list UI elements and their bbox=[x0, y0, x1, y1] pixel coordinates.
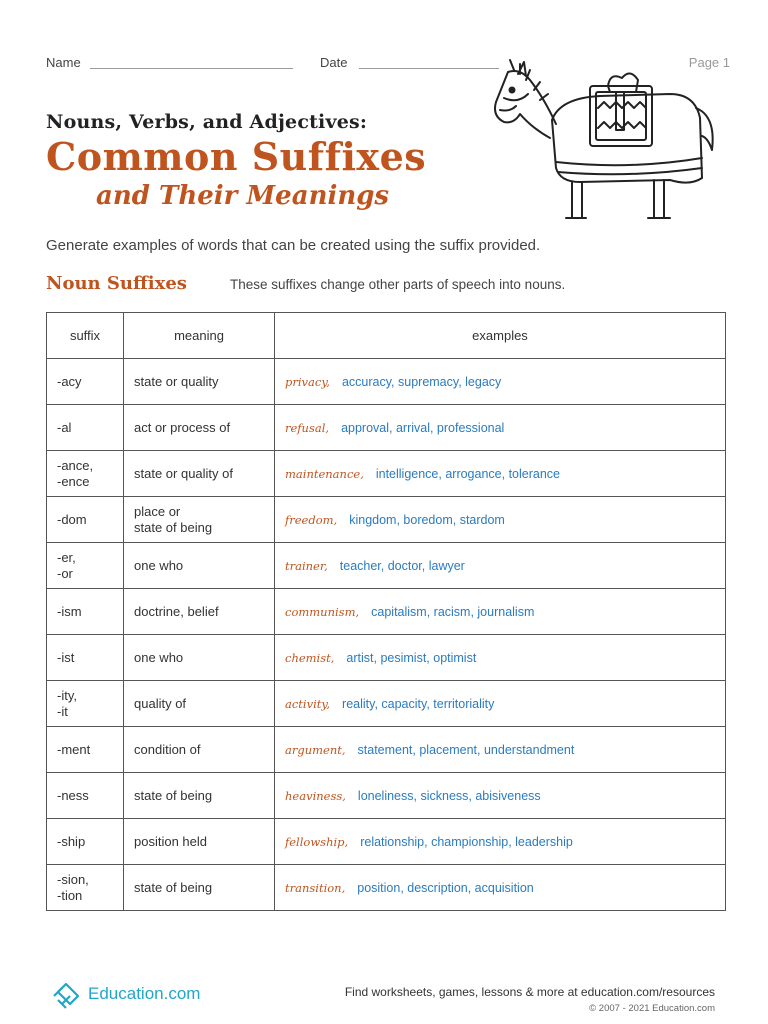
horse-illustration bbox=[490, 58, 720, 228]
example-word: transition, bbox=[285, 880, 346, 895]
instructions-text: Generate examples of words that can be created using the suffix provided. bbox=[46, 237, 541, 254]
example-word: fellowship, bbox=[285, 834, 349, 849]
meaning-cell: one who bbox=[124, 635, 275, 681]
examples-cell[interactable] bbox=[275, 773, 726, 819]
examples-cell[interactable] bbox=[275, 497, 726, 543]
suffix-cell: -dom bbox=[47, 497, 124, 543]
suffix-cell: -ance, -ence bbox=[47, 451, 124, 497]
example-word: heaviness, bbox=[285, 788, 346, 803]
meaning-cell: state of being bbox=[124, 773, 275, 819]
date-field[interactable] bbox=[359, 68, 499, 69]
answer-text: loneliness, sickness, abisiveness bbox=[357, 788, 541, 803]
suffix-cell: -sion, -tion bbox=[47, 865, 124, 911]
section-title: Noun Suffixes bbox=[46, 273, 187, 294]
meaning-cell: act or process of bbox=[124, 405, 275, 451]
suffix-table bbox=[46, 312, 726, 911]
example-word: activity, bbox=[285, 696, 331, 711]
example-word: communism, bbox=[285, 604, 360, 619]
date-label: Date bbox=[320, 55, 348, 70]
table-row bbox=[47, 359, 726, 405]
education-logo[interactable] bbox=[52, 978, 200, 1010]
suffix-cell: -al bbox=[47, 405, 124, 451]
example-word: refusal, bbox=[285, 420, 330, 435]
answer-text: accuracy, supremacy, legacy bbox=[341, 374, 502, 389]
suffix-cell: -ness bbox=[47, 773, 124, 819]
examples-cell[interactable] bbox=[275, 405, 726, 451]
logo-text: Education.com bbox=[88, 984, 201, 1003]
answer-text: position, description, acquisition bbox=[357, 880, 534, 895]
examples-cell[interactable] bbox=[275, 359, 726, 405]
answer-text: reality, capacity, territoriality bbox=[342, 696, 495, 711]
meaning-cell: state or quality of bbox=[124, 451, 275, 497]
page-number: Page 1 bbox=[688, 55, 730, 70]
meaning-cell: place or state of being bbox=[124, 497, 275, 543]
table-row bbox=[47, 543, 726, 589]
table-row bbox=[47, 589, 726, 635]
answer-text: approval, arrival, professional bbox=[341, 420, 505, 435]
meaning-cell: quality of bbox=[124, 681, 275, 727]
footer-resources-link[interactable]: Find worksheets, games, lessons & more at education.com/resources bbox=[344, 985, 715, 999]
table-row bbox=[47, 727, 726, 773]
header-meaning: meaning bbox=[124, 313, 275, 359]
suffix-cell: -acy bbox=[47, 359, 124, 405]
answer-text: teacher, doctor, lawyer bbox=[339, 558, 465, 573]
suffix-cell: -ity, -it bbox=[47, 681, 124, 727]
meaning-cell: condition of bbox=[124, 727, 275, 773]
example-word: argument, bbox=[285, 742, 346, 757]
meaning-cell: state of being bbox=[124, 865, 275, 911]
meaning-cell: state or quality bbox=[124, 359, 275, 405]
table-row bbox=[47, 497, 726, 543]
meaning-cell: doctrine, belief bbox=[124, 589, 275, 635]
example-word: freedom, bbox=[285, 512, 338, 527]
example-word: trainer, bbox=[285, 558, 328, 573]
page-title: Common Suffixes bbox=[46, 134, 427, 179]
suffix-cell: -ism bbox=[47, 589, 124, 635]
page-subtitle: and Their Meanings bbox=[96, 181, 390, 211]
answer-text: relationship, championship, leadership bbox=[360, 834, 573, 849]
answer-text: capitalism, racism, journalism bbox=[371, 604, 535, 619]
examples-cell[interactable] bbox=[275, 543, 726, 589]
section-description: These suffixes change other parts of speech into nouns. bbox=[230, 277, 566, 292]
example-word: privacy, bbox=[285, 374, 330, 389]
answer-text: kingdom, boredom, stardom bbox=[349, 512, 505, 527]
table-row bbox=[47, 681, 726, 727]
examples-cell[interactable] bbox=[275, 635, 726, 681]
table-row bbox=[47, 865, 726, 911]
name-field[interactable] bbox=[90, 68, 293, 69]
table-row bbox=[47, 405, 726, 451]
table-row bbox=[47, 819, 726, 865]
example-word: chemist, bbox=[285, 650, 335, 665]
table-header-row bbox=[47, 313, 726, 359]
meaning-cell: one who bbox=[124, 543, 275, 589]
suffix-cell: -ship bbox=[47, 819, 124, 865]
footer-copyright: © 2007 - 2021 Education.com bbox=[589, 1003, 715, 1014]
header-examples: examples bbox=[275, 313, 726, 359]
name-label: Name bbox=[46, 55, 81, 70]
header-suffix: suffix bbox=[47, 313, 124, 359]
meaning-cell: position held bbox=[124, 819, 275, 865]
answer-text: statement, placement, understandment bbox=[357, 742, 575, 757]
title-kicker: Nouns, Verbs, and Adjectives: bbox=[46, 111, 368, 133]
answer-text: artist, pesimist, optimist bbox=[346, 650, 477, 665]
answer-text: intelligence, arrogance, tolerance bbox=[375, 466, 560, 481]
suffix-cell: -ist bbox=[47, 635, 124, 681]
education-logo-icon bbox=[52, 978, 84, 1010]
examples-cell[interactable] bbox=[275, 681, 726, 727]
examples-cell[interactable] bbox=[275, 727, 726, 773]
table-row bbox=[47, 773, 726, 819]
examples-cell[interactable] bbox=[275, 865, 726, 911]
example-word: maintenance, bbox=[285, 466, 364, 481]
table-row bbox=[47, 635, 726, 681]
examples-cell[interactable] bbox=[275, 819, 726, 865]
table-row bbox=[47, 451, 726, 497]
examples-cell[interactable] bbox=[275, 589, 726, 635]
suffix-cell: -ment bbox=[47, 727, 124, 773]
examples-cell[interactable] bbox=[275, 451, 726, 497]
suffix-cell: -er, -or bbox=[47, 543, 124, 589]
